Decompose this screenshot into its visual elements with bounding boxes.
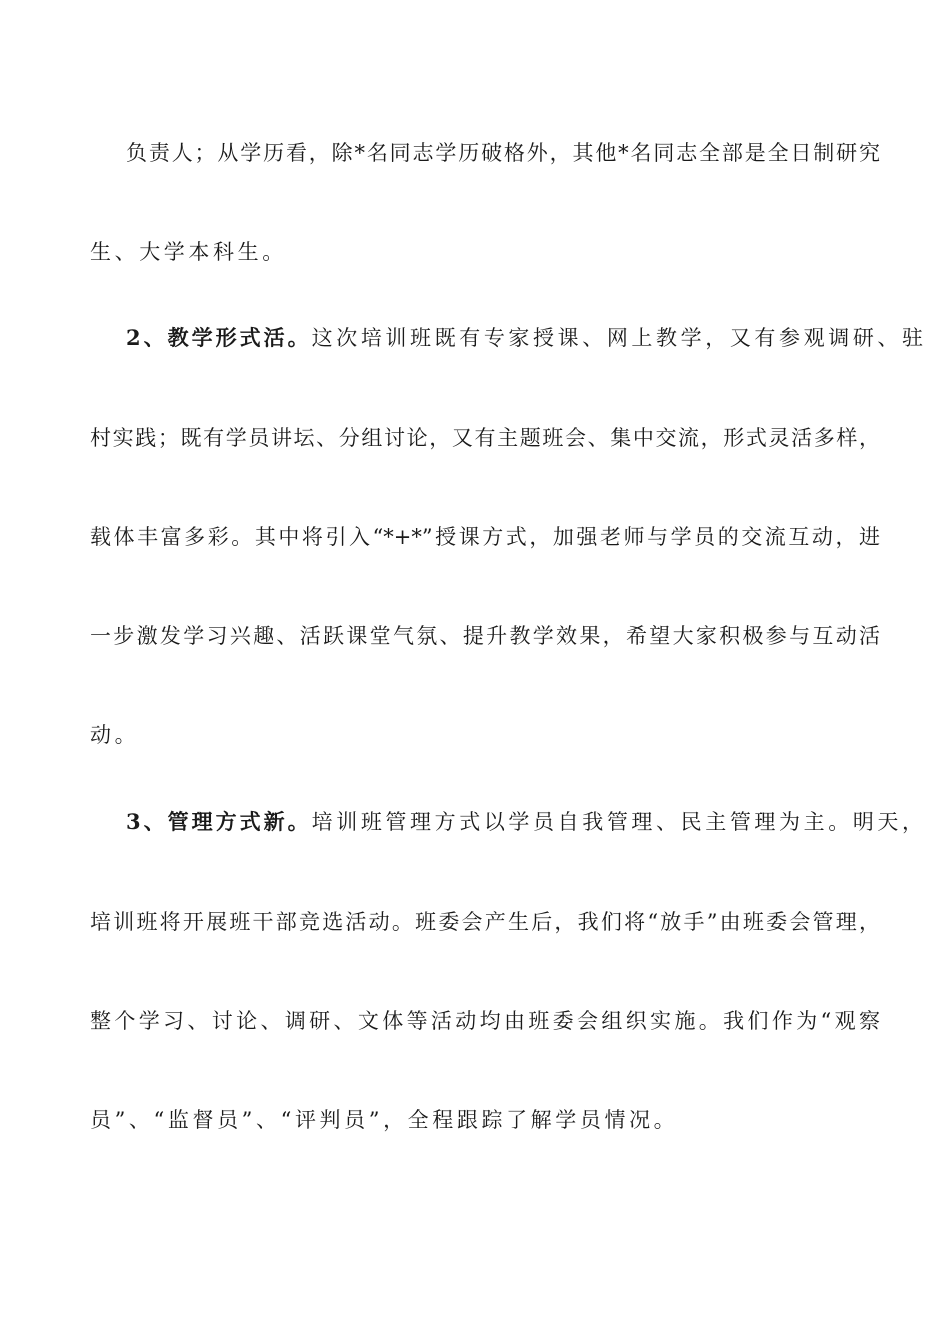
line-text: 载体丰富多彩。其中将引入“*+*”授课方式，加强老师与学员的交流互动，进	[90, 525, 880, 549]
paragraph-line	[126, 323, 927, 353]
paragraph-line	[90, 720, 880, 750]
line-text: 员”、“监督员”、“评判员”，全程跟踪了解学员情况。	[90, 1108, 679, 1132]
paragraph-line	[90, 621, 880, 651]
paragraph-line	[90, 907, 880, 937]
paragraph-line	[126, 138, 880, 168]
paragraph-line	[90, 1105, 880, 1135]
line-text: 村实践；既有学员讲坛、分组讨论，又有主题班会、集中交流，形式灵活多样，	[90, 426, 880, 450]
line-text: 培训班管理方式以学员自我管理、民主管理为主。明天，	[311, 810, 927, 834]
line-text: 这次培训班既有专家授课、网上教学，又有参观调研、驻	[311, 326, 927, 350]
section-heading: 3、管理方式新。	[126, 809, 312, 834]
line-text: 一步激发学习兴趣、活跃课堂气氛、提升教学效果，希望大家积极参与互动活	[90, 624, 880, 648]
section-heading: 2、教学形式活。	[126, 325, 312, 350]
line-text: 动。	[90, 723, 140, 747]
paragraph-line	[90, 522, 880, 552]
line-text: 生、大学本科生。	[90, 240, 287, 264]
paragraph-line	[90, 237, 880, 267]
paragraph-line	[90, 423, 880, 453]
paragraph-line	[126, 807, 927, 837]
line-text: 负责人；从学历看，除*名同志学历破格外，其他*名同志全部是全日制研究	[126, 141, 880, 165]
paragraph-line	[90, 1006, 880, 1036]
line-text: 培训班将开展班干部竞选活动。班委会产生后，我们将“放手”由班委会管理，	[90, 910, 880, 934]
line-text: 整个学习、讨论、调研、文体等活动均由班委会组织实施。我们作为“观察	[90, 1009, 880, 1033]
